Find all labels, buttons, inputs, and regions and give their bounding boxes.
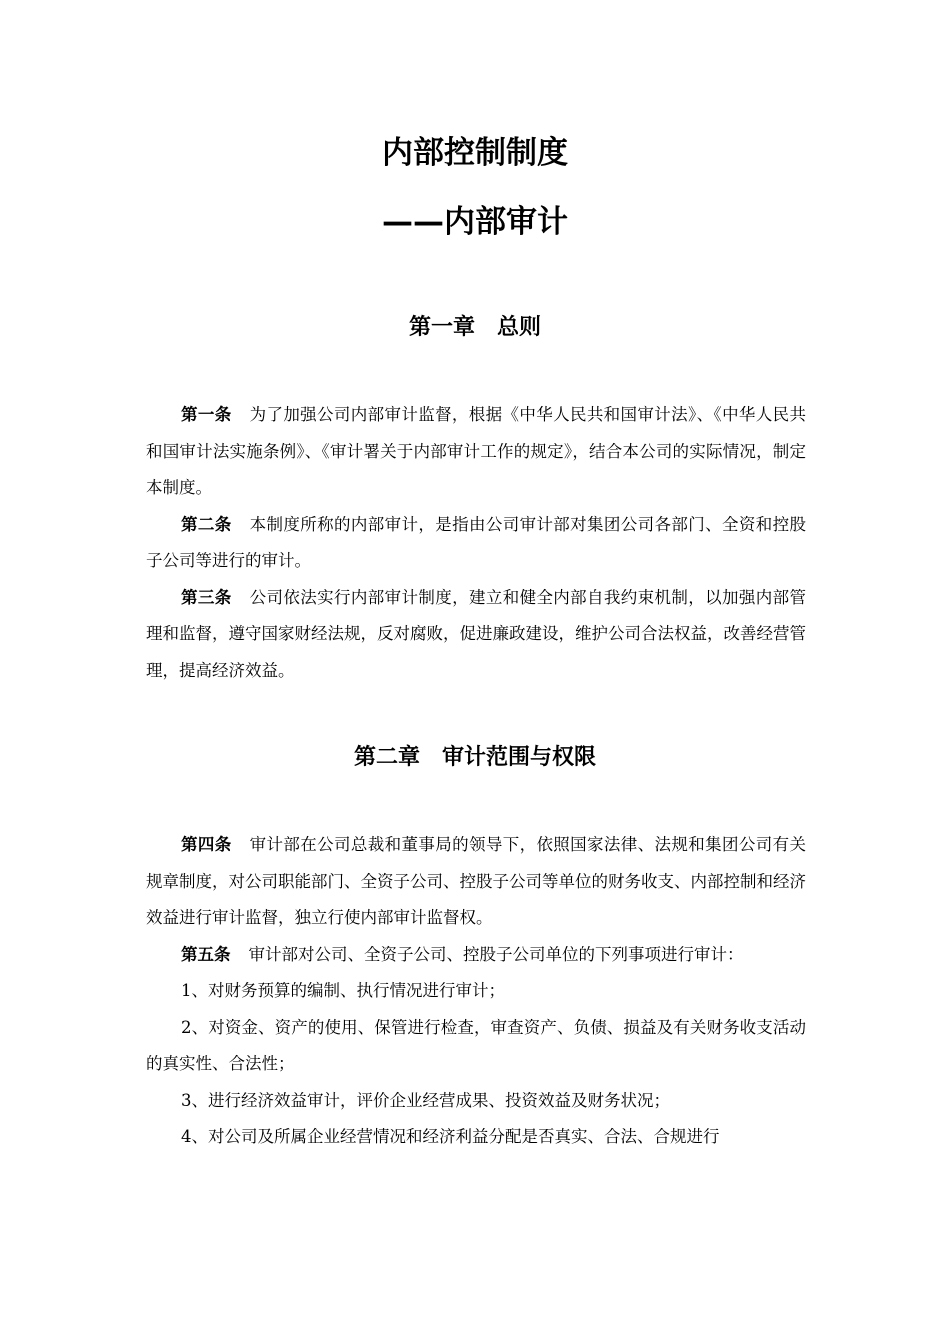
article-text: 本制度所称的内部审计，是指由公司审计部对集团公司各部门、全资和控股子公司等进行的审计。: [146, 514, 807, 570]
article-text: 审计部在公司总裁和董事局的领导下，依照国家法律、法规和集团公司有关规章制度，对公司职能部门、全资子公司、控股子公司等单位的财务收支、内部控制和经济效益进行审计监督，独立行使内部审计监督权。: [146, 835, 807, 927]
list-item: [146, 973, 806, 1010]
list-item: [146, 1119, 806, 1156]
article-text: 为了加强公司内部审计监督，根据《中华人民共和国审计法》、《中华人民共和国审计法实施条例》、《审计署关于内部审计工作的规定》，结合本公司的实际情况，制定本制度。: [146, 405, 807, 497]
chapter-body: [146, 397, 806, 689]
article-number: 第二条: [181, 514, 232, 534]
article-paragraph: [146, 507, 806, 580]
list-item: [146, 1083, 806, 1120]
article-number: 第五条: [181, 944, 231, 964]
article-number: 第一条: [181, 405, 232, 424]
chapter-heading: 第一章 总则: [408, 315, 541, 340]
article-paragraph: [146, 397, 806, 507]
article-paragraph: [146, 580, 806, 690]
document-subtitle: ——内部审计: [382, 204, 568, 240]
document-title: 内部控制制度: [382, 135, 568, 171]
chapter-body: [146, 827, 806, 1156]
article-number: 第四条: [181, 835, 232, 854]
article-text: 公司依法实行内部审计制度，建立和健全内部自我约束机制，以加强内部管理和监督，遵守国家财经法规，反对腐败，促进廉政建设，维护公司合法权益，改善经营管理，提高经济效益。: [146, 587, 807, 680]
article-paragraph: [146, 937, 806, 974]
list-item-text: 4、对公司及所属企业经营情况和经济利益分配是否真实、合法、合规进行: [181, 1127, 720, 1146]
list-item-text: 3、进行经济效益审计，评价企业经营成果、投资效益及财务状况；: [181, 1090, 670, 1110]
chapter-heading: 第二章 审计范围与权限: [353, 745, 596, 770]
article-text: 审计部对公司、全资子公司、控股子公司单位的下列事项进行审计：: [248, 944, 744, 964]
list-item: [146, 1010, 806, 1083]
list-item-text: 2、对资金、资产的使用、保管进行检查，审查资产、负债、损益及有关财务收支活动的真实性、合法性；: [146, 1017, 806, 1073]
list-item-text: 1、对财务预算的编制、执行情况进行审计；: [181, 981, 505, 1000]
article-paragraph: [146, 827, 806, 937]
article-number: 第三条: [181, 587, 232, 607]
